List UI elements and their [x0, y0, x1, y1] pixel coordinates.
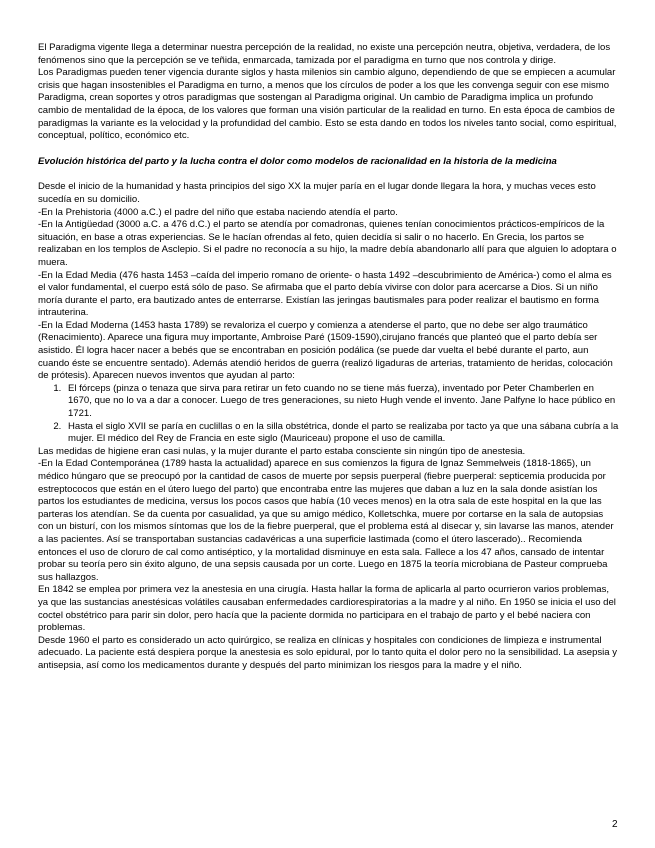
document-body — [38, 42, 620, 673]
paragraph-middle-ages: -En la Edad Media (476 hasta 1453 –caída del imperio romano de oriente- o hasta 1492 –descubrimiento de América-) como el alma es el valor fundamental, el cuerpo está sólo de paso. Se afirmaba que el parto debía vivirse con dolor para acercarse a Dios. Si un niño moría durante el parto, era bautizado antes de enterrarse. Existían las jeringas bautismales para poder realizar el bautismo en forma intrauterina. — [38, 269, 612, 319]
paragraph-modern-age: -En la Edad Moderna (1453 hasta 1789) se revaloriza el cuerpo y comienza a atenderse el parto, que no debe ser algo traumático (Renacimiento). Aparece una figura muy importante, Ambroise Paré (1509-1590),cirujano francés que planteó que el parto debía ser asistido. Él logra hacer nacer a bebés que se encontraban en posición podálica (se puede dar vuelta el bebé durante el parto, aun cuando éste se encuentre sentado). Además atendió heridos de guerra (realizó ligaduras de arterias, tratamiento de heridas, colocación de prótesis). Aparecen nuevos inventos que ayudan al parto: — [38, 319, 613, 382]
paragraph-prehistory: -En la Prehistoria (4000 a.C.) el padre del niño que estaba naciendo atendía el parto. — [38, 206, 398, 218]
inventions-list — [38, 383, 620, 446]
section-heading: Evolución histórica del parto y la lucha contra el dolor como modelos de racionalidad en la historia de la medicina — [38, 155, 557, 167]
paragraph-contemporary-age: -En la Edad Contemporánea (1789 hasta la actualidad) aparece en sus comienzos la figura de Ignaz Semmelweis (1818-1865), un médico húngaro que se preocupó por la cantidad de casos de muerte por sepsis puerperal (fiebre puerperal: septicemia producida por estreptococos que están en el útero luego del parto) que encontraba entre las mujeres que daban a luz en la sala donde asistían los partos los estudiantes de medicina, versus los pocos casos que había (10 veces menos) en la otra sala de este hospital en la que las parteras los atendían. Se da cuenta por casualidad, ya que su amigo médico, Kolletschka, muere por cortarse en la sala de autopsias con un bisturí, con los mismos síntomas que los de la fiebre puerperal, que el problema está al disecar y, sin lavarse las manos, atender a las pacientes. Así se transportaban sustancias cadavéricas a una superficie lastimada (como el útero lascerado).. Recomienda entonces el uso de cloruro de cal como antiséptico, y la mortalidad disminuye en esta sala. Fallece a los 47 años, cansado de intentar probar su teoría pero sin éxito alguno, de una sepsis causada por un corte. Luego en 1875 la teoría microbiana de Pasteur comprueba sus hallazgos. — [38, 458, 614, 583]
paragraph-anesthesia: En 1842 se emplea por primera vez la anestesia en una cirugía. Hasta hallar la forma de aplicarla al parto ocurrieron varios problemas, ya que las sustancias anestésicas volátiles causaban enfermedades cardiorespiratorias a la madre y al niño. En 1950 se inicia el uso del coctel obstétrico para parir sin dolor, pero hacía que la paciente dormida no participara en el trabajo de parto y el bebé naciera con problemas. — [38, 584, 616, 634]
list-item-forceps: 1. El fórceps (pinza o tenaza que sirva para retirar un feto cuando no se tiene más fuerza), inventado por Peter Chamberlen en 1670, que no lo va a dar a conocer. Luego de tres generaciones, su nieto Hugh vende el invento. Jane Palfyne lo hace público en 1721. — [64, 383, 620, 421]
paragraph-hygiene: Las medidas de higiene eran casi nulas, y la mujer durante el parto estaba consciente sin ningún tipo de anestesia. — [38, 445, 526, 457]
paragraph-paradigm-perception: El Paradigma vigente llega a determinar nuestra percepción de la realidad, no existe una percepción neutra, objetiva, verdadera, de los fenómenos sino que la percepción se ve teñida, enmarcada, tamizada por el paradigma en turno que nos controla y dirige. — [38, 42, 611, 66]
list-item-obstetric-chair: 2. Hasta el siglo XVII se paría en cuclillas o en la silla obstétrica, donde el parto se realizaba por tacto ya que una sábana cubría a la mujer. El médico del Rey de Francia en este siglo (Mauriceau) propone el uso de camilla. — [64, 421, 620, 446]
paragraph-antiquity: -En la Antigüedad (3000 a.C. a 476 d.C.) el parto se atendía por comadronas, quienes tenían conocimientos prácticos-empíricos de la situación, en base a otras experiencias. Se le hacían ofrendas al feto, quien decidía si salir o no hacerlo. En Grecia, los partos se realizaban en los templos de Asclepio. Si el padre no reconocía a su hijo, la madre debía abandonarlo allí para que alguien lo adoptara o muera. — [38, 219, 617, 268]
paragraph-paradigm-change: Los Paradigmas pueden tener vigencia durante siglos y hasta milenios sin cambio alguno, dependiendo de que se empiecen a acumular crisis que hagan insostenibles el Paradigma en turno, a menos que los círculos de poder a los que les convenga seguir con ese mismo Paradigma, crean soportes y otros paradigmas que sostengan al Paradigma original. Un cambio de Paradigma implica un profundo cambio de mentalidad de la época, de los valores que forman una visión particular de la realidad en turno. En esta época de cambios de paradigmas la variante es la velocidad y la profundidad del cambio. Esto se esta dando en todos los niveles tanto social, como espiritual, conceptual, político, económico etc. — [38, 67, 617, 142]
paragraph-history-intro: Desde el inicio de la humanidad y hasta principios del sigo XX la mujer paría en el lugar donde llegara la hora, y muchas veces esto sucedía en su domicilio. — [38, 181, 596, 205]
paragraph-surgical-birth: Desde 1960 el parto es considerado un acto quirúrgico, se realiza en clínicas y hospitales con condiciones de limpieza e instrumental adecuado. La paciente está despiera porque la anestesia es solo epidural, por lo tanto quita el dolor pero no la sensibilidad. La asepsia y antisepsia, así como los medicamentos durante y después del parto minimizan los riesgos para la madre y el niño. — [38, 634, 618, 671]
page-number: 2 — [612, 819, 618, 830]
